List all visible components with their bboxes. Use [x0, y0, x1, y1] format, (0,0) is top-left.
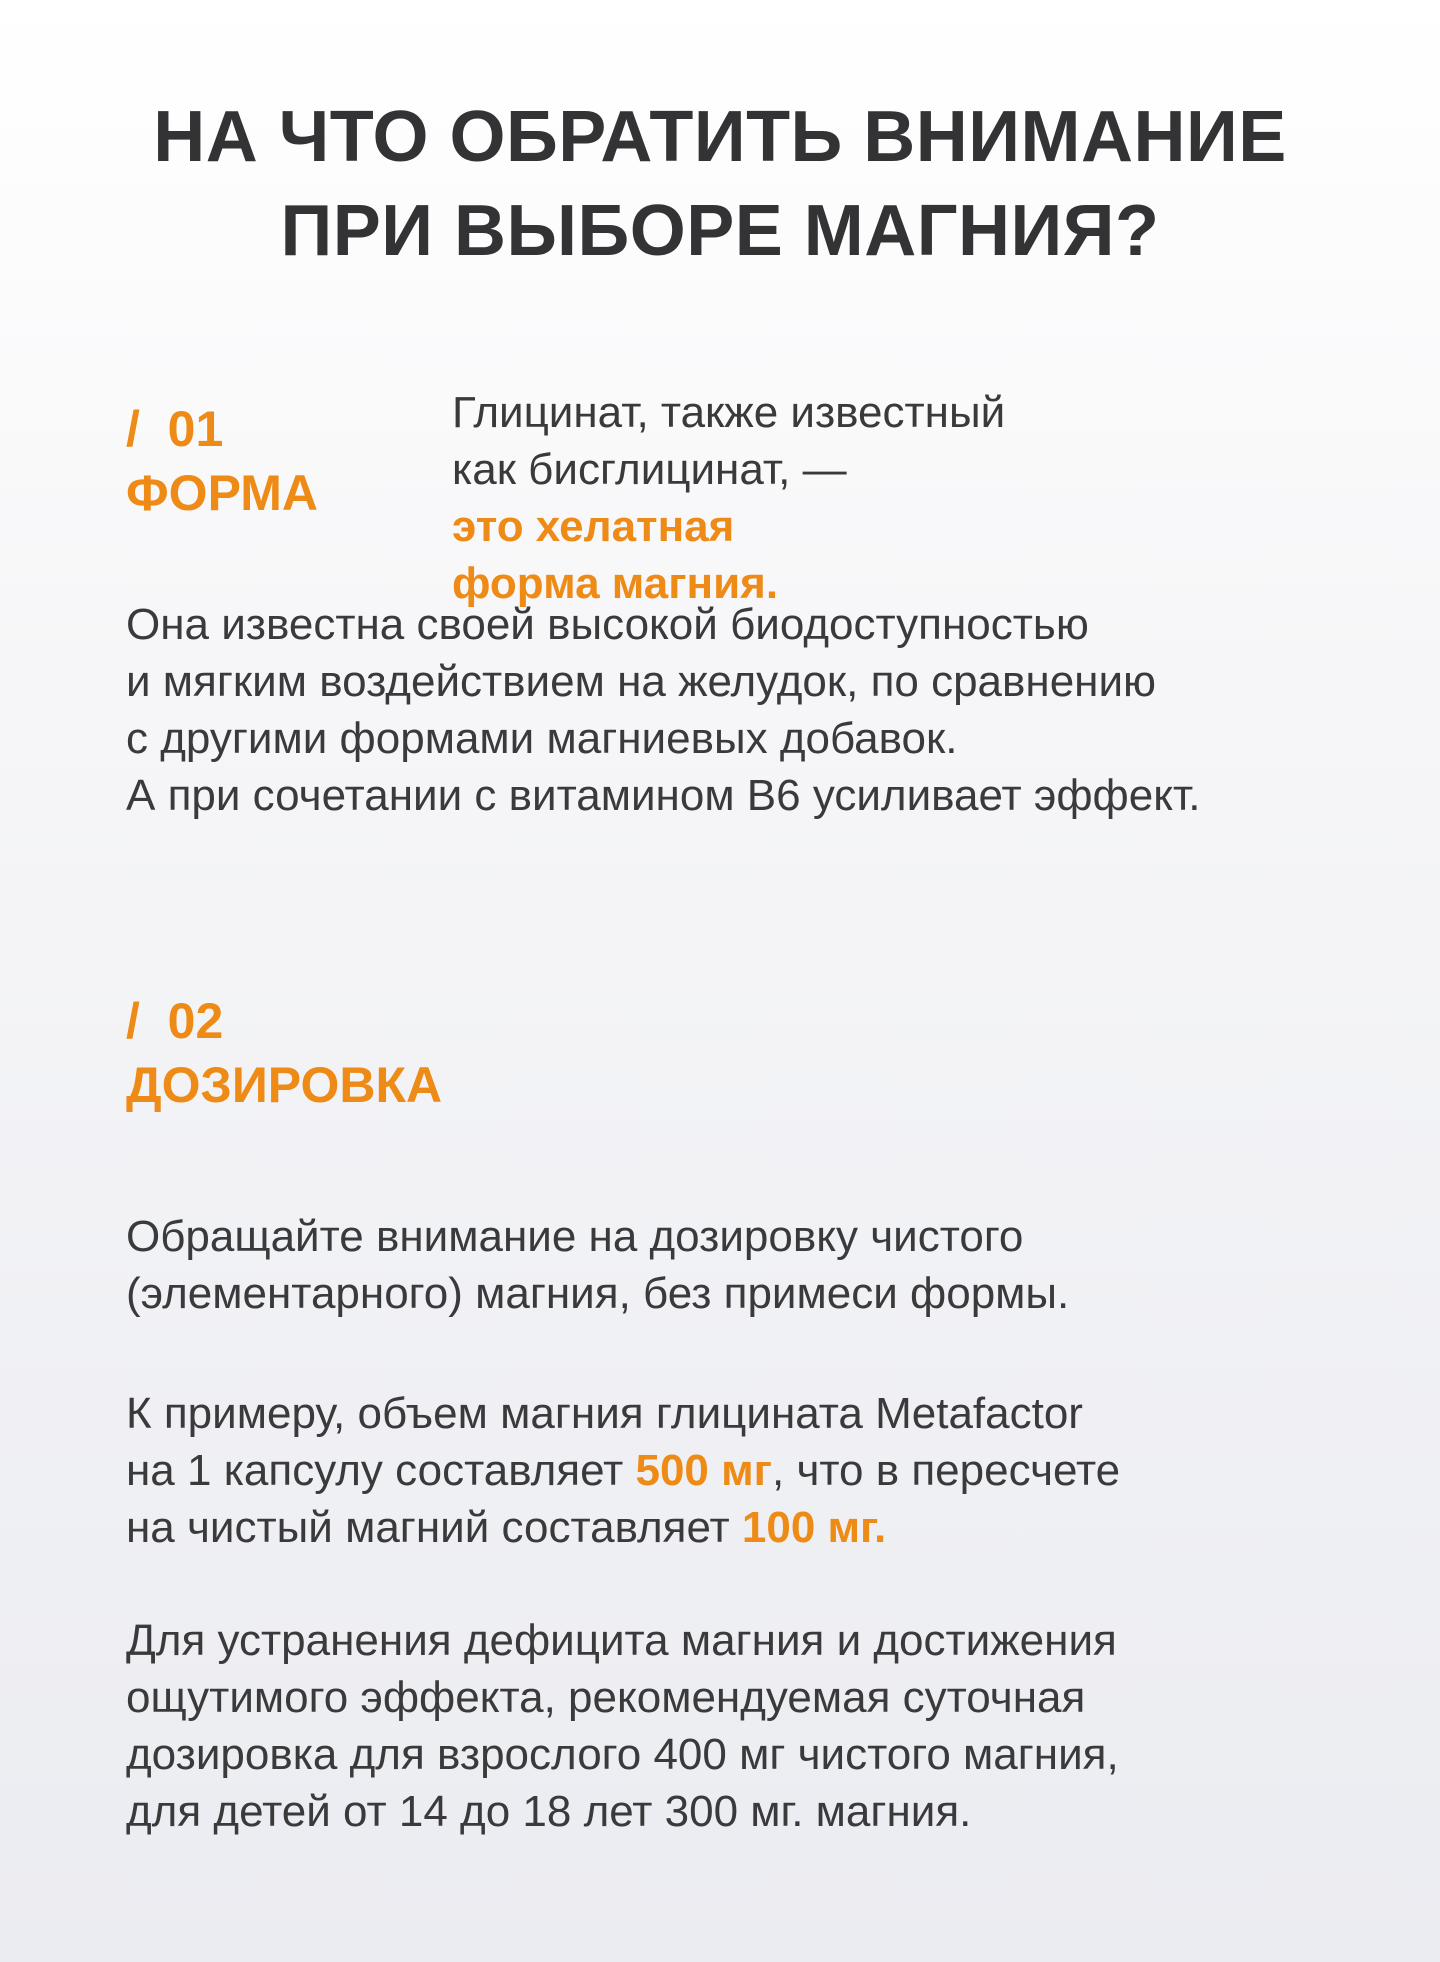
- intro-line-2-accent: это хелатная: [452, 502, 735, 551]
- title-line-1: НА ЧТО ОБРАТИТЬ ВНИМАНИЕ: [153, 97, 1287, 178]
- body-line: с другими формами магниевых добавок.: [126, 714, 958, 763]
- section-1-number: / 01: [126, 401, 224, 457]
- dose-500mg-accent: 500 мг: [635, 1446, 772, 1495]
- section-1-body: [126, 596, 1200, 824]
- body-line: Для устранения дефицита магния и достижения: [126, 1616, 1117, 1665]
- page-title: [0, 90, 1440, 278]
- intro-line-2-text: как бисглицинат, —: [452, 445, 847, 494]
- body-line: дозировка для взрослого 400 мг чистого магния,: [126, 1730, 1119, 1779]
- body-line: Обращайте внимание на дозировку чистого: [126, 1212, 1024, 1261]
- body-line: [126, 1442, 1120, 1499]
- section-2-paragraph-3: [126, 1612, 1119, 1840]
- section-1-intro: [452, 384, 1005, 612]
- section-1-heading: ФОРМА: [126, 465, 319, 521]
- body-line: для детей от 14 до 18 лет 300 мг. магния.: [126, 1787, 972, 1836]
- section-2-number: / 02: [126, 993, 224, 1049]
- section-2-paragraph-2: [126, 1385, 1120, 1556]
- intro-line-1: Глицинат, также известный: [452, 388, 1006, 437]
- dose-100mg-accent: 100 мг.: [741, 1503, 887, 1552]
- body-line: Она известна своей высокой биодоступностью: [126, 600, 1089, 649]
- body-line: [126, 1499, 1120, 1556]
- text: на чистый магний составляет: [126, 1503, 742, 1552]
- section-2-paragraph-1: [126, 1208, 1069, 1322]
- text: на 1 капсулу составляет: [126, 1446, 636, 1495]
- body-line: К примеру, объем магния глицината Metafactor: [126, 1389, 1083, 1438]
- body-line: ощутимого эффекта, рекомендуемая суточная: [126, 1673, 1086, 1722]
- body-line: и мягким воздействием на желудок, по сравнению: [126, 657, 1157, 706]
- title-line-2: ПРИ ВЫБОРЕ МАГНИЯ?: [280, 191, 1160, 272]
- section-2-heading: ДОЗИРОВКА: [126, 1057, 443, 1113]
- intro-line-3-accent: форма магния.: [452, 559, 779, 608]
- intro-line-2: [452, 441, 1005, 555]
- body-line: (элементарного) магния, без примеси формы.: [126, 1269, 1070, 1318]
- body-line: А при сочетании с витамином B6 усиливает эффект.: [126, 771, 1201, 820]
- text: , что в пересчете: [772, 1446, 1121, 1495]
